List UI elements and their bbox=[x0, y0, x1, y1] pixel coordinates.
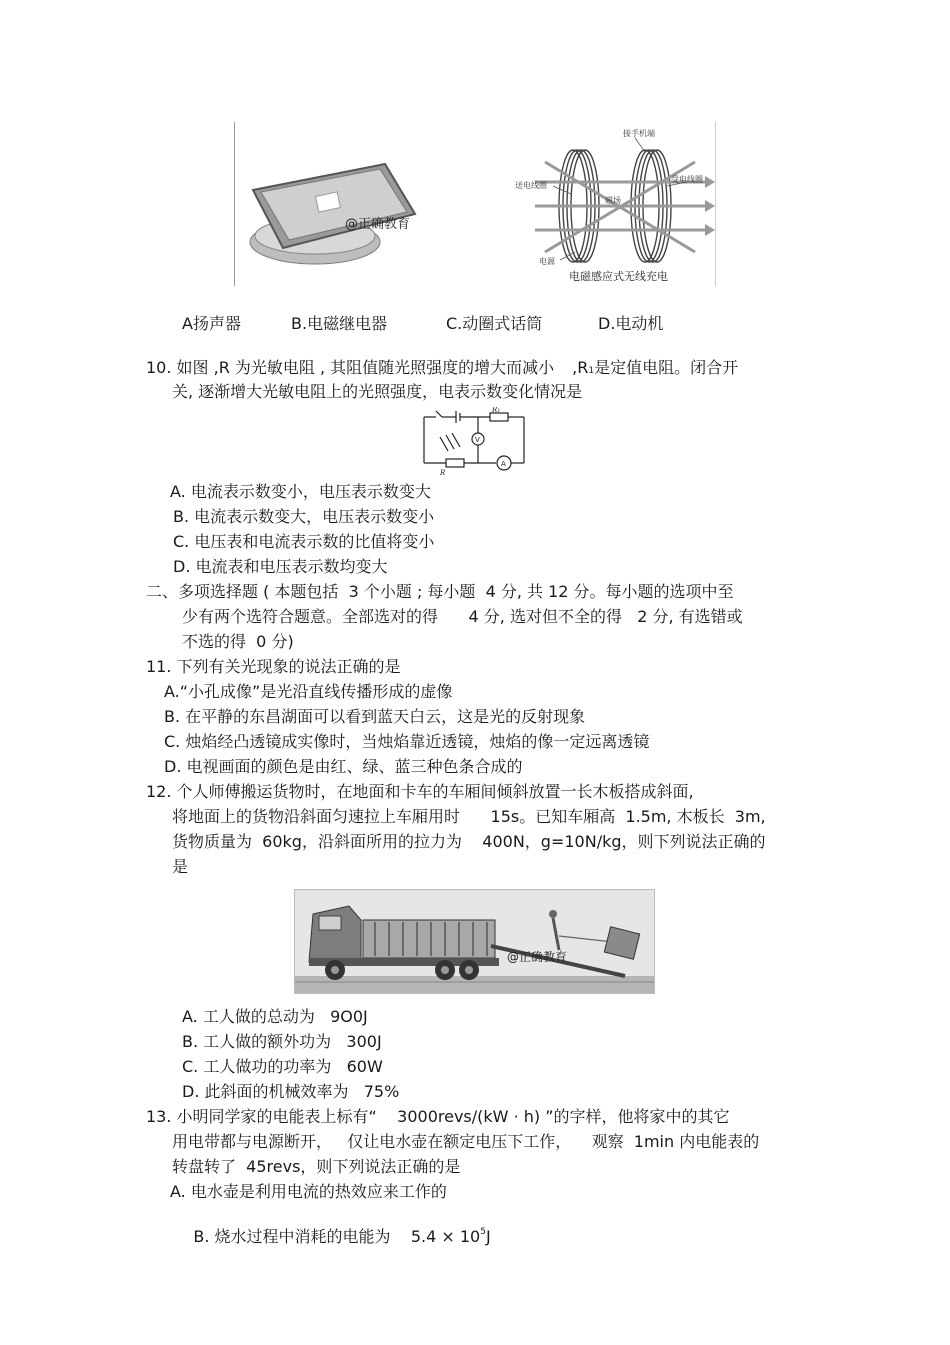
q9-option-c: C.动圈式话筒 bbox=[446, 314, 543, 333]
q10-option-a: A. 电流表示数变小，电压表示数变大 bbox=[170, 482, 431, 501]
q10-option-b: B. 电流表示数变大，电压表示数变小 bbox=[173, 507, 435, 526]
section2-line3: 不选的得 0 分) bbox=[182, 632, 294, 651]
receiver-label: 接手机端 bbox=[623, 129, 655, 138]
q13-option-b-exponent: 5 bbox=[480, 1227, 486, 1237]
q9-option-d: D.电动机 bbox=[598, 314, 664, 333]
q12-stem-line2: 将地面上的货物沿斜面匀速拉上车厢用时 15s。已知车厢高 1.5m, 木板长 3m, bbox=[172, 807, 766, 826]
q11-option-d: D. 电视画面的颜色是由红、绿、蓝三种色条合成的 bbox=[164, 757, 523, 776]
circuit-r1-label: R1 bbox=[492, 407, 501, 414]
q10-stem-line2: 关, 逐渐增大光敏电阻上的光照强度，电表示数变化情况是 bbox=[172, 382, 583, 401]
q12-option-a: A. 工人做的总动为 9O0J bbox=[182, 1007, 368, 1026]
q10-option-c: C. 电压表和电流表示数的比值将变小 bbox=[173, 532, 435, 551]
q10-option-d: D. 电流表和电压表示数均变大 bbox=[173, 557, 388, 576]
q11-option-b: B. 在平静的东昌湖面可以看到蓝天白云，这是光的反射现象 bbox=[164, 707, 586, 726]
truck-illustration bbox=[295, 890, 654, 993]
q12-stem-line1: 12. 个人师傅搬运货物时，在地面和卡车的车厢间倾斜放置一长木板搭成斜面, bbox=[146, 782, 694, 801]
q12-stem-line3: 货物质量为 60kg，沿斜面所用的拉力为 400N，g=10N/kg，则下列说法正确的 bbox=[172, 832, 766, 851]
q13-stem-line1: 13. 小明同学家的电能表上标有“ 3000revs/(kW · h) ”的字样，他将家中的其它 bbox=[146, 1107, 730, 1126]
q11-option-a: A.“小孔成像”是光沿直线传播形成的虚像 bbox=[164, 682, 453, 701]
circuit-diagram bbox=[416, 407, 532, 477]
send-coil-label: 送电线圈 bbox=[515, 181, 547, 190]
q13-option-b-unit: J bbox=[485, 1227, 491, 1246]
ammeter-label: A bbox=[501, 460, 506, 468]
wireless-charging-figure bbox=[234, 122, 716, 286]
q10-stem-part2: ,R bbox=[572, 358, 589, 377]
circuit-figure bbox=[416, 407, 532, 477]
truck-watermark: @正确教育 bbox=[507, 950, 568, 964]
charging-caption: 电磁感应式无线充电 bbox=[569, 270, 668, 283]
q11-option-c: C. 烛焰经凸透镜成实像时，当烛焰靠近透镜，烛焰的像一定远离透镜 bbox=[164, 732, 650, 751]
q13-option-b-text: B. 烧水过程中消耗的电能为 5.4 × 10 bbox=[193, 1227, 481, 1246]
q13-stem-line3: 转盘转了 45revs，则下列说法正确的是 bbox=[172, 1157, 461, 1176]
field-label: 磁场 bbox=[605, 196, 621, 205]
section2-line1: 二、多项选择题 ( 本题包括 3 个小题 ; 每小题 4 分, 共 12 分。每小题的选项中至 bbox=[146, 582, 734, 601]
truck-ramp-figure bbox=[294, 889, 655, 994]
circuit-r-label: R bbox=[440, 469, 446, 477]
receive-coil-label: 受电线圈 bbox=[671, 175, 703, 184]
q13-stem-line2: 用电带都与电源断开， 仅让电水壶在额定电压下工作， 观察 1min 内电能表的 bbox=[172, 1132, 760, 1151]
q10-stem-part1: 10. 如图 ,R 为光敏电阻 , 其阻值随光照强度的增大而减小 bbox=[146, 358, 555, 377]
q13-option-a: A. 电水壶是利用电流的热效应来工作的 bbox=[170, 1182, 447, 1201]
q9-option-a: A扬声器 bbox=[182, 314, 241, 333]
q9-option-b: B.电磁继电器 bbox=[291, 314, 388, 333]
q12-option-b: B. 工人做的额外功为 300J bbox=[182, 1032, 382, 1051]
q10-stem-part3: 是定值电阻。闭合开 bbox=[594, 358, 739, 377]
q12-stem-line4: 是 bbox=[172, 857, 189, 876]
voltmeter-label: V bbox=[475, 436, 480, 444]
power-label: 电源 bbox=[539, 257, 555, 266]
q11-stem: 11. 下列有关光现象的说法正确的是 bbox=[146, 657, 401, 676]
q10-stem-sub: 1 bbox=[588, 366, 595, 376]
charging-illustration bbox=[235, 122, 715, 286]
section2-line2: 少有两个选符合题意。全部选对的得 4 分, 选对但不全的得 2 分, 有选错或 bbox=[182, 607, 743, 626]
q12-option-d: D. 此斜面的机械效率为 75% bbox=[182, 1082, 400, 1101]
q13-option-b bbox=[173, 1207, 491, 1267]
q12-option-c: C. 工人做功的功率为 60W bbox=[182, 1057, 383, 1076]
q10-stem-line1 bbox=[146, 358, 738, 381]
watermark-text: @正确教育 bbox=[345, 217, 411, 232]
